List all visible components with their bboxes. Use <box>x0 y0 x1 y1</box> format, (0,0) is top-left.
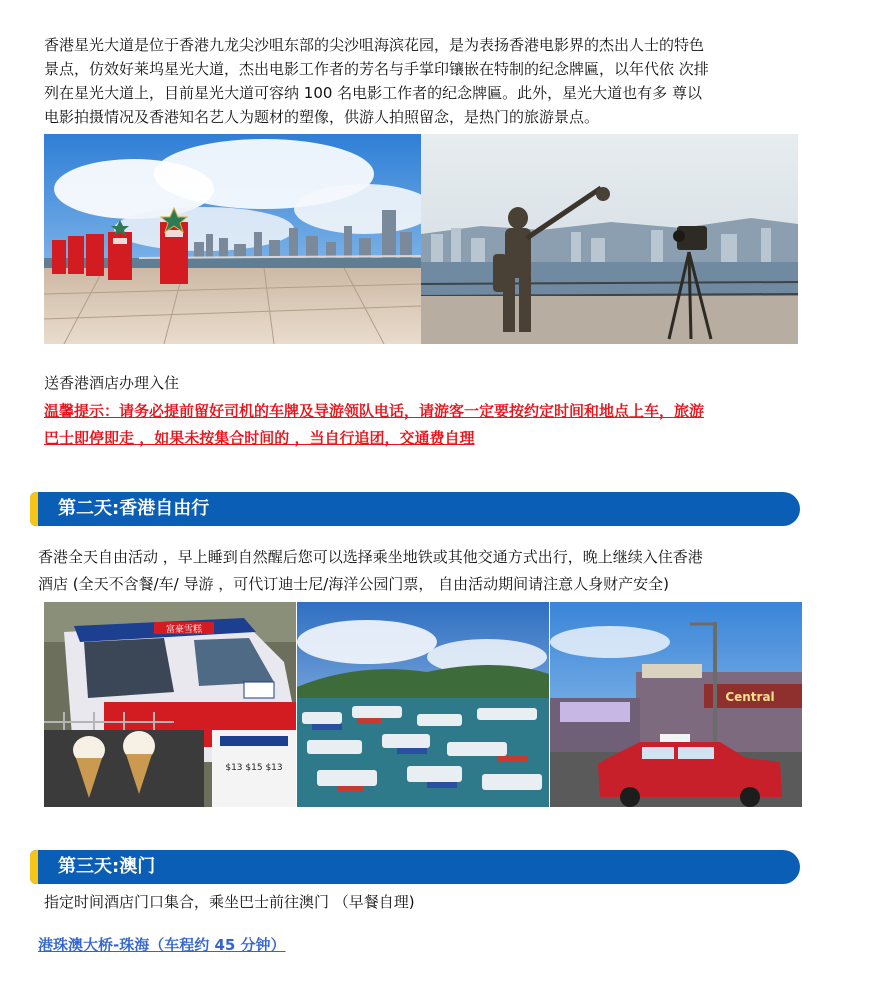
day2-description <box>38 544 838 598</box>
ice-cream-van-photo <box>44 602 296 807</box>
warning-line: 巴士即停即走 ，如果未按集合时间的 ，当自行追团，交通费自理 <box>44 429 475 447</box>
day2-title: 第二天:香港自由行 <box>58 498 210 519</box>
intro-line: 电影拍摄情况及香港知名艺人为题材的塑像，供游人拍照留念，是热门的旅游景点。 <box>44 108 600 126</box>
intro-line: 列在星光大道上，目前星光大道可容纳 100 名电影工作者的纪念牌匾。此外，星光大道也有多 尊以 <box>44 84 702 102</box>
day2-line: 香港全天自由活动 ，早上睡到自然醒后您可以选择乘坐地铁或其他交通方式出行，晚上继续入住香港 <box>38 548 703 566</box>
day2-header-bar <box>30 492 800 526</box>
bridge-route-link[interactable]: 港珠澳大桥-珠海（车程约 45 分钟） <box>38 936 286 954</box>
header-accent <box>30 492 38 526</box>
harbour-boats-photo <box>297 602 549 807</box>
header-accent <box>30 850 38 884</box>
street-taxi-photo <box>550 602 802 807</box>
intro-line: 香港星光大道是位于香港九龙尖沙咀东部的尖沙咀海滨花园，是为表扬香港电影界的杰出人士的特色 <box>44 36 705 54</box>
shop-sign-text: Central <box>725 690 775 704</box>
day3-title: 第三天:澳门 <box>58 856 156 877</box>
hotel-checkin-text: 送香港酒店办理入住 <box>44 374 180 392</box>
warning-notice <box>44 398 834 452</box>
avenue-of-stars-photo <box>44 134 421 344</box>
warning-line: 温馨提示：请务必提前留好司机的车牌及导游领队电话，请游客一定要按约定时间和地点上车，旅游 <box>44 402 705 420</box>
intro-paragraph <box>44 33 834 129</box>
day3-header-bar <box>30 850 800 884</box>
van-sign-text: 富豪雪糕 <box>165 625 203 635</box>
intro-line: 景点，仿效好莱坞星光大道，杰出电影工作者的芳名与手掌印镶嵌在特制的纪念牌匾，以年代依 次排 <box>44 60 709 78</box>
price-board-text: $13 $15 $13 <box>225 763 283 773</box>
cameraman-statue-photo <box>421 134 798 344</box>
day3-description: 指定时间酒店门口集合，乘坐巴士前往澳门 （早餐自理) <box>44 893 415 911</box>
day2-line: 酒店 (全天不含餐/车/ 导游 ，可代订迪士尼/海洋公园门票， 自由活动期间请注意人身财产安全) <box>38 575 669 593</box>
